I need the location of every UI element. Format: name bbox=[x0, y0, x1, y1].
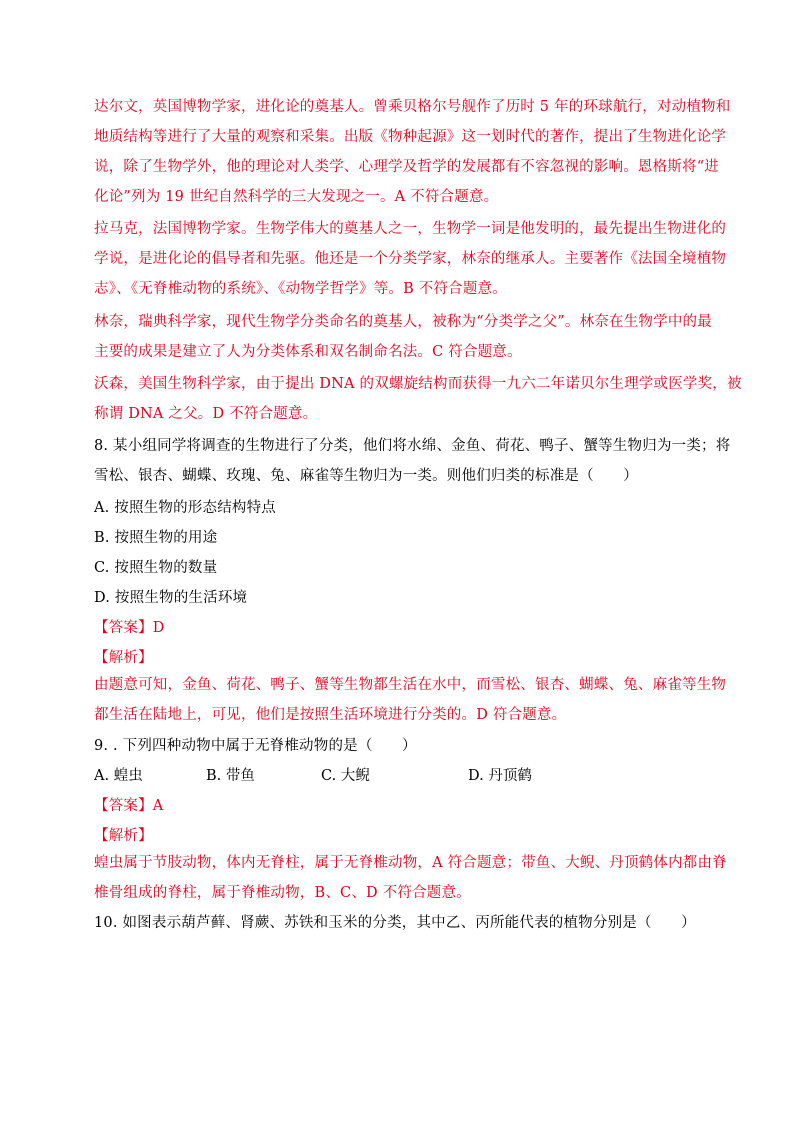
q8-stem-line-1: 8. 某小组同学将调查的生物进行了分类，他们将水绵、金鱼、荷花、鸭子、蟹等生物归为一类；将 bbox=[94, 438, 731, 454]
q8-option-b: B. 按照生物的用途 bbox=[94, 530, 218, 546]
q8-option-d: D. 按照生物的生活环境 bbox=[94, 590, 248, 606]
darwin-line-1: 达尔文，英国博物学家，进化论的奠基人。曾乘贝格尔号舰作了历时 5 年的环球航行，对动植物和 bbox=[94, 99, 731, 115]
darwin-line-3: 说，除了生物学外，他的理论对人类学、心理学及哲学的发展都有不容忽视的影响。恩格斯将“进 bbox=[94, 159, 720, 175]
watson-line-2: 称谓 DNA 之父。D 不符合题意。 bbox=[94, 406, 318, 422]
q8-analysis-label: 【解析】 bbox=[94, 650, 153, 666]
q9-analysis-label: 【解析】 bbox=[94, 828, 153, 844]
lamarck-line-3: 志》、《无脊椎动物的系统》、《动物学哲学》等。B 不符合题意。 bbox=[94, 281, 507, 297]
q8-option-c: C. 按照生物的数量 bbox=[94, 560, 218, 576]
linnaeus-line-1: 林奈，瑞典科学家，现代生物学分类命名的奠基人，被称为“分类学之父”。林奈在生物学中的最 bbox=[94, 314, 712, 330]
q9-analysis-line-1: 蝗虫属于节肢动物，体内无脊柱，属于无脊椎动物，A 符合题意；带鱼、大鲵、丹顶鹤体内都由脊 bbox=[94, 855, 727, 871]
q9-option-a: A. 蝗虫 bbox=[94, 768, 143, 784]
q9-answer: 【答案】A bbox=[94, 798, 164, 814]
q8-analysis-line-2: 都生活在陆地上，可见，他们是按照生活环境进行分类的。D 符合题意。 bbox=[94, 707, 567, 723]
lamarck-line-2: 学说，是进化论的倡导者和先驱。他还是一个分类学家，林奈的继承人。主要著作《法国全境植物 bbox=[94, 251, 727, 267]
q10-stem: 10. 如图表示葫芦藓、肾蕨、苏铁和玉米的分类，其中乙、丙所能代表的植物分别是（ ） bbox=[94, 915, 696, 931]
q9-option-d: D. 丹顶鹤 bbox=[468, 768, 532, 784]
q9-analysis-line-2: 椎骨组成的脊柱，属于脊椎动物，B、C、D 不符合题意。 bbox=[94, 885, 471, 901]
darwin-line-2: 地质结构等进行了大量的观察和采集。出版《物种起源》这一划时代的著作，提出了生物进化论学 bbox=[94, 129, 727, 145]
lamarck-line-1: 拉马克，法国博物学家。生物学伟大的奠基人之一，生物学一词是他发明的，最先提出生物进化的 bbox=[94, 221, 727, 237]
linnaeus-line-2: 主要的成果是建立了人为分类体系和双名制命名法。C 符合题意。 bbox=[94, 344, 522, 360]
watson-line-1: 沃森，美国生物科学家，由于提出 DNA 的双螺旋结构而获得一九六二年诺贝尔生理学或医学奖，被 bbox=[94, 376, 742, 392]
q9-option-b: B. 带鱼 bbox=[206, 768, 255, 784]
q8-stem-line-2: 雪松、银杏、蝴蝶、玫瑰、兔、麻雀等生物归为一类。则他们归类的标准是（ ） bbox=[94, 468, 638, 484]
q9-stem: 9. . 下列四种动物中属于无脊椎动物的是（ ） bbox=[94, 738, 417, 754]
q8-option-a: A. 按照生物的形态结构特点 bbox=[94, 500, 276, 516]
q9-option-c: C. 大鲵 bbox=[321, 768, 370, 784]
q8-analysis-line-1: 由题意可知，金鱼、荷花、鸭子、蟹等生物都生活在水中，而雪松、银杏、蝴蝶、兔、麻雀等生物 bbox=[94, 677, 727, 693]
darwin-line-4: 化论”列为 19 世纪自然科学的三大发现之一。A 不符合题意。 bbox=[94, 189, 499, 205]
q8-answer: 【答案】D bbox=[94, 620, 165, 636]
